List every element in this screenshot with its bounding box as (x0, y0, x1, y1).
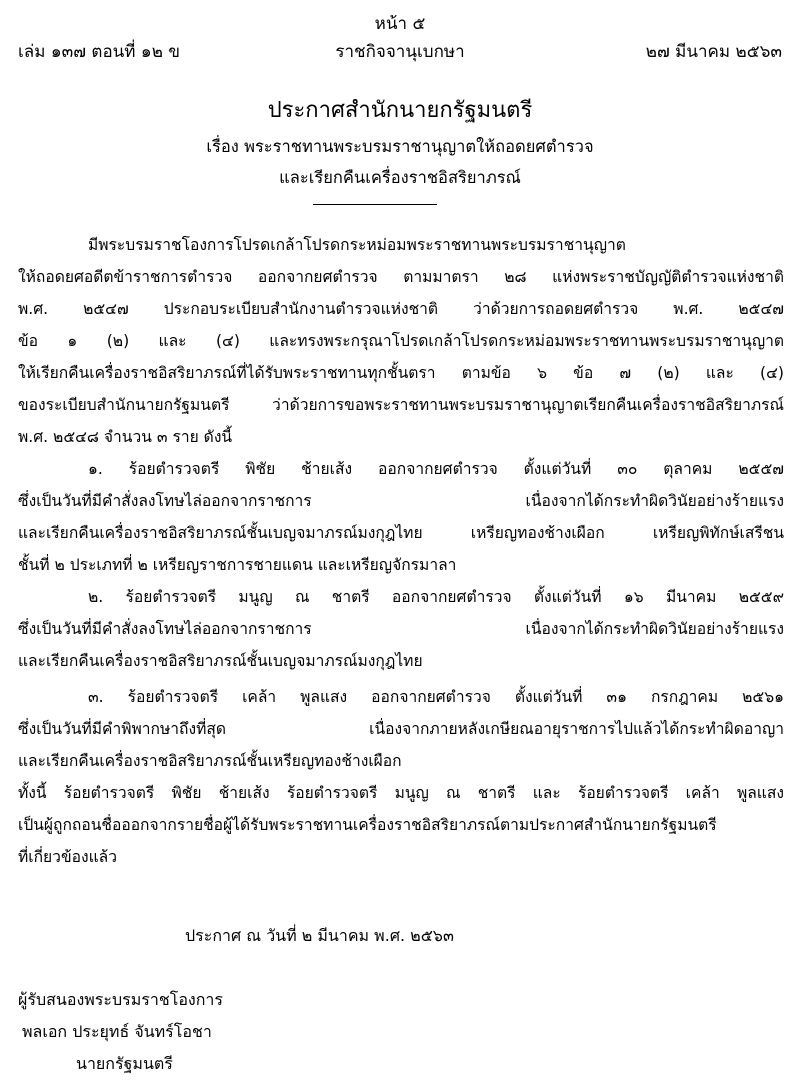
item-1-line: ซึ่งเป็นวันที่มีคำสั่งลงโทษไล่ออกจากราชการ เนื่องจากได้กระทำผิดวินัยอย่างร้ายแรง (18, 492, 784, 510)
signatory-name: พลเอก ประยุทธ์ จันทร์โอชา (22, 1022, 212, 1041)
intro-line: พ.ศ. ๒๕๔๘ จำนวน ๓ ราย ดังนี้ (18, 428, 233, 446)
announcement-date: ประกาศ ณ วันที่ ๒ มีนาคม พ.ศ. ๒๕๖๓ (185, 926, 454, 945)
countersign-label: ผู้รับสนองพระบรมราชโองการ (18, 990, 223, 1009)
item-2-line: และเรียกคืนเครื่องราชอิสริยาภรณ์ชั้นเบญจมาภรณ์มงกุฎไทย (18, 652, 423, 670)
intro-line: มีพระบรมราชโองการโปรดเกล้าโปรดกระหม่อมพระราชทานพระบรมราชานุญาต (88, 236, 626, 254)
intro-line: ให้เรียกคืนเครื่องราชอิสริยาภรณ์ที่ได้รับพระราชทานทุกชั้นตรา ตามข้อ ๖ ข้อ ๗ (๒) และ (๔) (18, 364, 784, 382)
closing-line: เป็นผู้ถูกถอนชื่อออกจากรายชื่อผู้ได้รับพระราชทานเครื่องราชอิสริยาภรณ์ตามประกาศสำนักนายกรัฐมนตรี (18, 816, 717, 834)
intro-line: ของระเบียบสำนักนายกรัฐมนตรี ว่าด้วยการขอพระราชทานพระบรมราชานุญาตเรียกคืนเครื่องราชอิสริยาภรณ์ (18, 396, 784, 414)
item-1-line: และเรียกคืนเครื่องราชอิสริยาภรณ์ชั้นเบญจมาภรณ์มงกุฎไทย เหรียญทองช้างเผือก เหรียญพิทักษ์เสรีชน (18, 524, 784, 542)
gazette-header (18, 38, 782, 64)
item-3-line: ๓. ร้อยตำรวจตรี เคล้า พูลแสง ออกจากยศตำรวจ ตั้งแต่วันที่ ๓๑ กรกฎาคม ๒๕๖๑ (88, 688, 784, 706)
item-3-line: และเรียกคืนเครื่องราชอิสริยาภรณ์ชั้นเหรียญทองช้างเผือก (18, 752, 402, 770)
closing-line: ทั้งนี้ ร้อยตำรวจตรี พิชัย ช้ายเส้ง ร้อยตำรวจตรี มนูญ ณ ชาตรี และ ร้อยตำรวจตรี เคล้า พูลแสง (18, 784, 784, 802)
title-divider (313, 204, 437, 205)
page-number: หน้า ๕ (374, 14, 426, 34)
volume-issue: เล่ม ๑๓๗ ตอนที่ ๑๒ ข (18, 42, 180, 62)
item-2-line: ซึ่งเป็นวันที่มีคำสั่งลงโทษไล่ออกจากราชการ เนื่องจากได้กระทำผิดวินัยอย่างร้ายแรง (18, 620, 784, 638)
signatory-title: นายกรัฐมนตรี (76, 1054, 173, 1073)
item-1-line: ชั้นที่ ๒ ประเภทที่ ๒ เหรียญราชการชายแดน และเหรียญจักรมาลา (18, 556, 457, 574)
subject-line-1: เรื่อง พระราชทานพระบรมราชานุญาตให้ถอดยศตำรวจ (206, 137, 594, 156)
publication-date: ๒๗ มีนาคม ๒๕๖๓ (645, 42, 782, 62)
item-2-line: ๒. ร้อยตำรวจตรี มนูญ ณ ชาตรี ออกจากยศตำรวจ ตั้งแต่วันที่ ๑๖ มีนาคม ๒๕๕๙ (88, 588, 784, 606)
subject-line-2: และเรียกคืนเครื่องราชอิสริยาภรณ์ (279, 168, 521, 187)
closing-line: ที่เกี่ยวข้องแล้ว (18, 848, 117, 866)
publication-name: ราชกิจจานุเบกษา (335, 42, 465, 62)
announcement-title: ประกาศสำนักนายกรัฐมนตรี (267, 98, 533, 123)
item-1-line: ๑. ร้อยตำรวจตรี พิชัย ช้ายเส้ง ออกจากยศตำรวจ ตั้งแต่วันที่ ๓๐ ตุลาคม ๒๕๕๗ (88, 460, 784, 478)
intro-line: ข้อ ๑ (๒) และ (๔) และทรงพระกรุณาโปรดเกล้าโปรดกระหม่อมพระราชทานพระบรมราชานุญาต (18, 332, 784, 350)
item-3-line: ซึ่งเป็นวันที่มีคำพิพากษาถึงที่สุด เนื่องจากภายหลังเกษียณอายุราชการไปแล้วได้กระทำผิดอาญา (18, 720, 784, 738)
intro-line: พ.ศ. ๒๕๔๗ ประกอบระเบียบสำนักงานตำรวจแห่งชาติ ว่าด้วยการถอดยศตำรวจ พ.ศ. ๒๕๔๗ (18, 300, 784, 318)
intro-line: ให้ถอดยศอดีตข้าราชการตำรวจ ออกจากยศตำรวจ ตามมาตรา ๒๘ แห่งพระราชบัญญัติตำรวจแห่งชาติ (18, 268, 784, 286)
